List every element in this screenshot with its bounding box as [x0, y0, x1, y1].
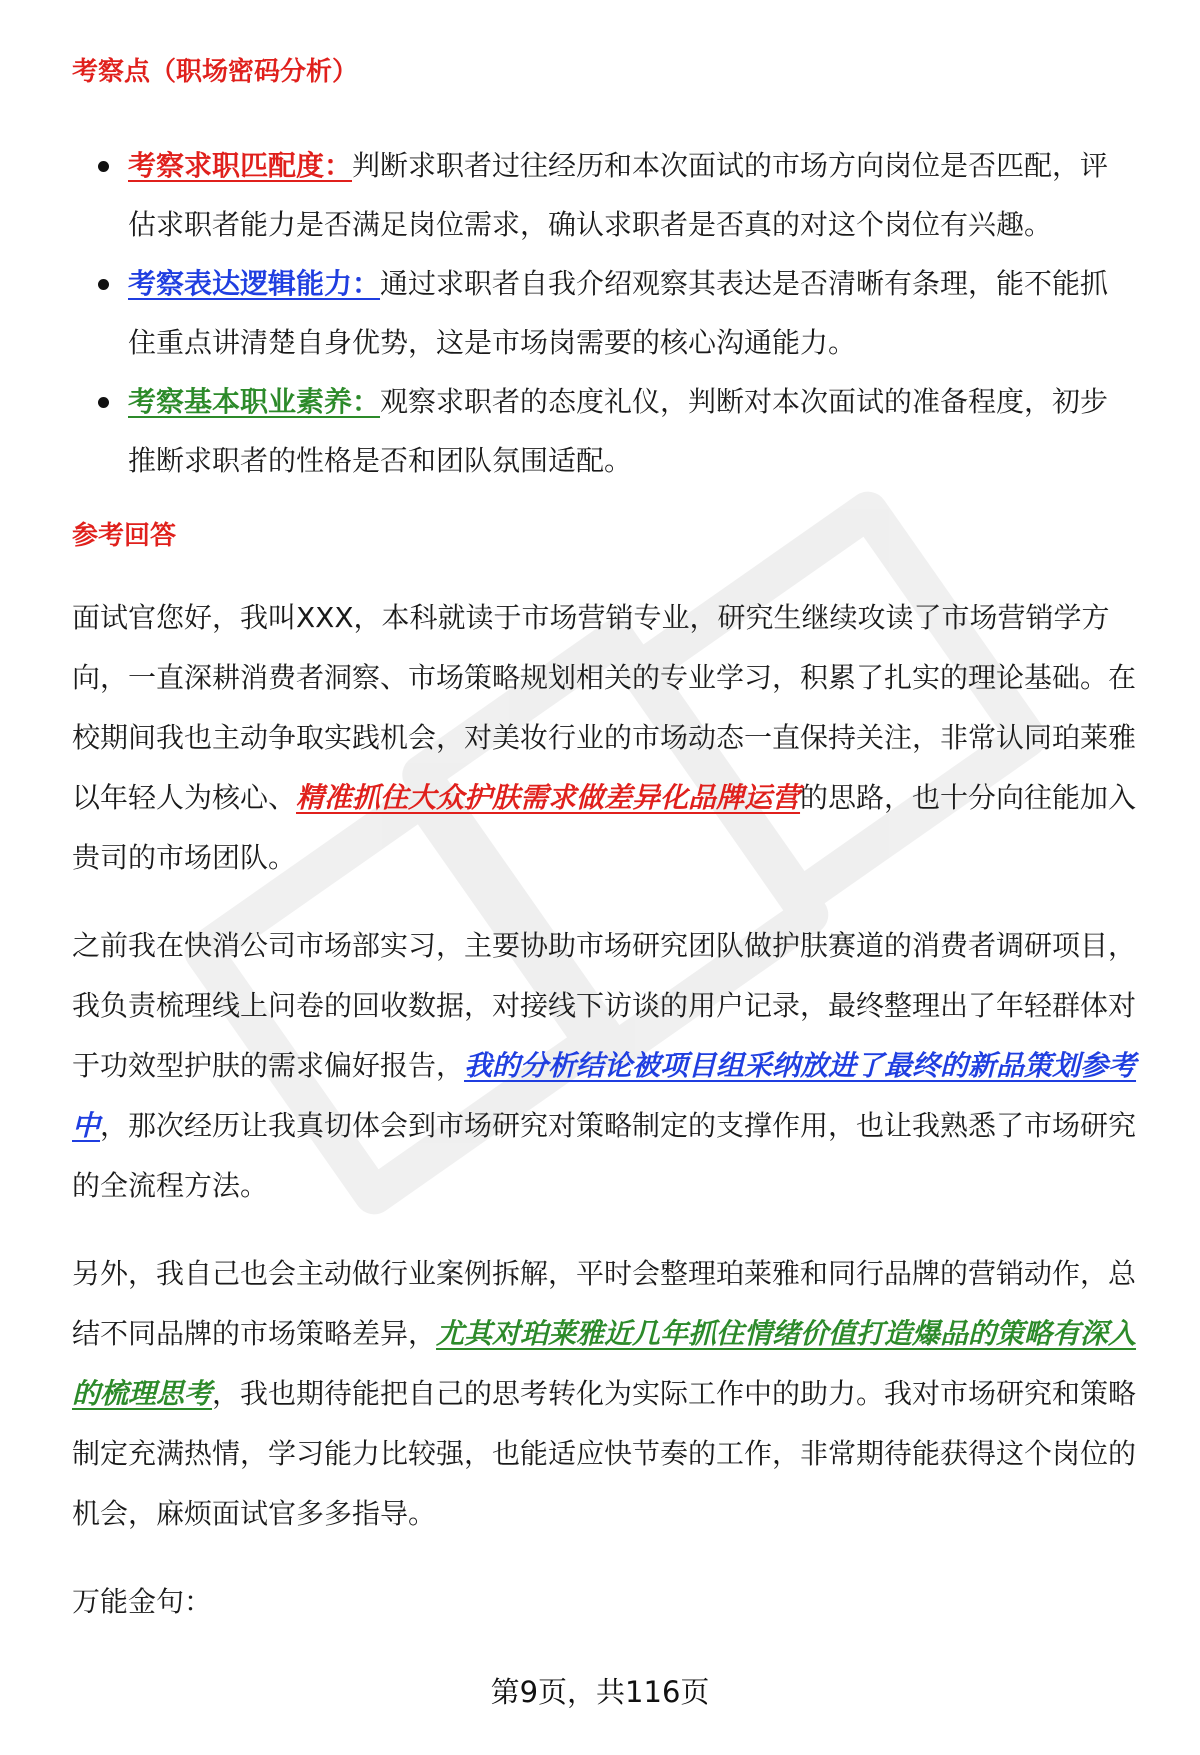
bullet-keyword: 考察求职匹配度：	[128, 149, 353, 182]
page-number: 第9页，共116页	[490, 1675, 710, 1709]
highlight-phrase: 我的分析结论被项目组采纳放进了最终的新品策划参考中	[72, 1049, 1137, 1142]
paragraph-text: 之前我在快消公司市场部实习，主要协助市场研究团队做护肤赛道的消费者调研项目，我负责梳理线上问卷的回收数据，对接线下访谈的用户记录，最终整理出了年轻群体对于功效型护肤的需求偏好报告，	[72, 929, 1137, 1082]
exam-points-list	[96, 136, 1136, 490]
bullet-keyword: 考察表达逻辑能力：	[128, 267, 381, 300]
bullet-text: 通过求职者自我介绍观察其表达是否清晰有条理，能不能抓住重点讲清楚自身优势，这是市场岗需要的核心沟通能力。	[128, 267, 1109, 359]
answer-paragraph-4: 万能金句：	[72, 1585, 213, 1618]
bullet-dot-icon	[98, 279, 109, 290]
paragraph-text: ，我也期待能把自己的思考转化为实际工作中的助力。我对市场研究和策略制定充满热情，学习能力比较强，也能适应快节奏的工作，非常期待能获得这个岗位的机会，麻烦面试官多多指导。	[72, 1377, 1137, 1530]
answer-paragraph-3	[72, 1244, 1142, 1544]
bullet-dot-icon	[98, 397, 109, 408]
section-title-exam-points: 考察点（职场密码分析）	[72, 57, 359, 87]
section-title-reference-answer: 参考回答	[72, 521, 177, 551]
list-item	[96, 372, 1136, 490]
bullet-text: 判断求职者过往经历和本次面试的市场方向岗位是否匹配，评估求职者能力是否满足岗位需求，确认求职者是否真的对这个岗位有兴趣。	[128, 149, 1109, 241]
answer-paragraph-2	[72, 916, 1142, 1216]
paragraph-text: 面试官您好，我叫XXX，本科就读于市场营销专业，研究生继续攻读了市场营销学方向，一直深耕消费者洞察、市场策略规划相关的专业学习，积累了扎实的理论基础。在校期间我也主动争取实践机会，对美妆行业的市场动态一直保持关注，非常认同珀莱雅以年轻人为核心、	[72, 601, 1137, 814]
highlight-phrase: 精准抓住大众护肤需求做差异化品牌运营	[296, 781, 801, 814]
paragraph-text: 另外，我自己也会主动做行业案例拆解，平时会整理珀莱雅和同行品牌的营销动作，总结不同品牌的市场策略差异，	[72, 1257, 1137, 1350]
answer-paragraph-1	[72, 588, 1142, 888]
highlight-phrase: 尤其对珀莱雅近几年抓住情绪价值打造爆品的策略有深入的梳理思考	[72, 1317, 1137, 1410]
list-item	[96, 136, 1136, 254]
list-item	[96, 254, 1136, 372]
paragraph-text: 的思路，也十分向往能加入贵司的市场团队。	[72, 781, 1137, 874]
paragraph-text: ，那次经历让我真切体会到市场研究对策略制定的支撑作用，也让我熟悉了市场研究的全流程方法。	[72, 1109, 1137, 1202]
bullet-dot-icon	[98, 161, 109, 172]
bullet-keyword: 考察基本职业素养：	[128, 385, 381, 418]
bullet-text: 观察求职者的态度礼仪，判断对本次面试的准备程度，初步推断求职者的性格是否和团队氛围适配。	[128, 385, 1109, 477]
